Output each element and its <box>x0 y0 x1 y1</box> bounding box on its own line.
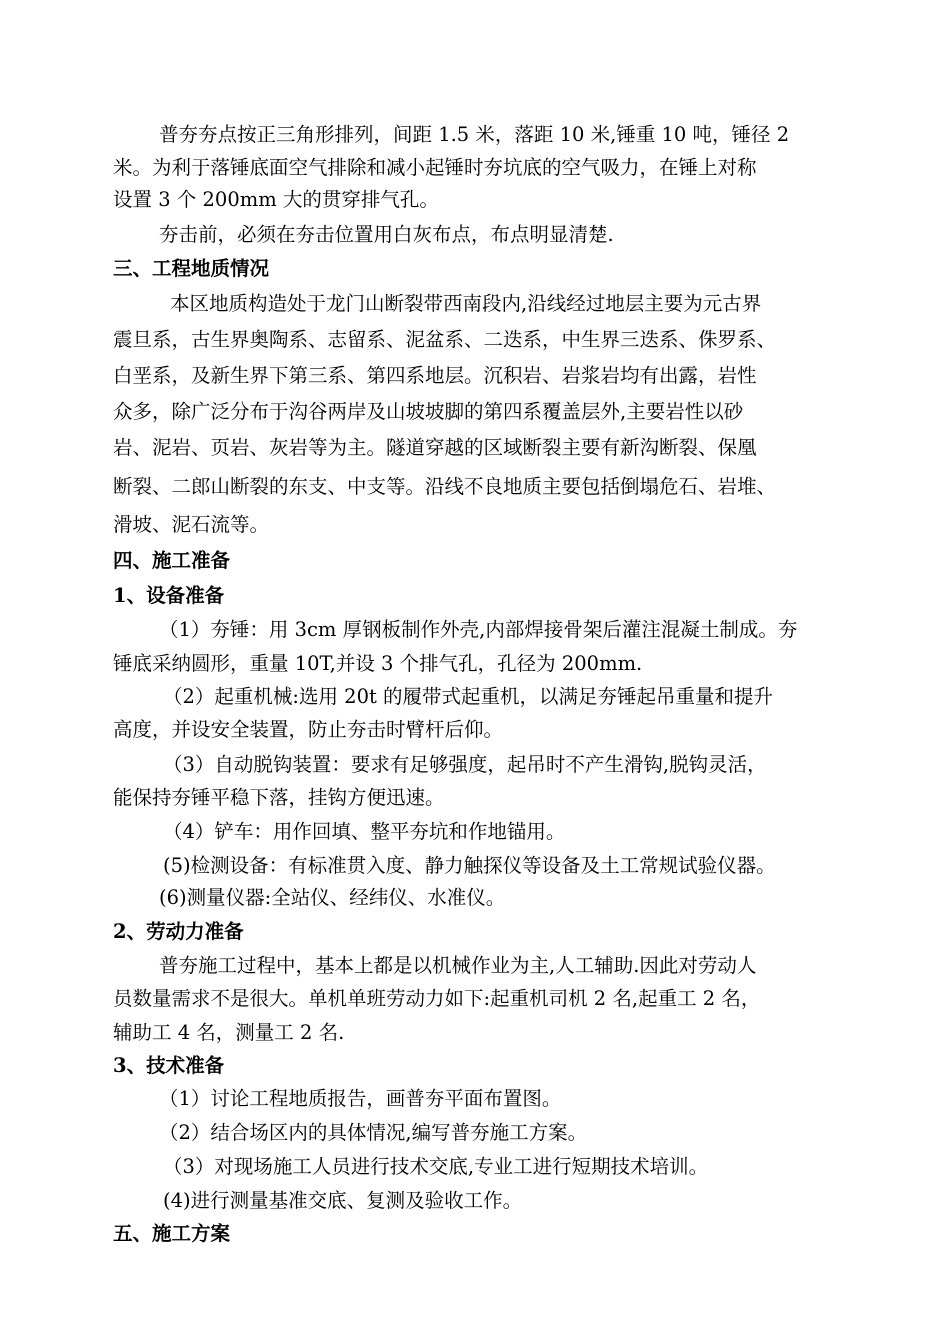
text-line: 白垩系，及新生界下第三系、第四系地层。沉积岩、岩浆岩均有出露，岩性 <box>113 364 757 387</box>
section-heading: 三、工程地质情况 <box>113 257 270 280</box>
text-line: 震旦系，古生界奥陶系、志留系、泥盆系、二迭系，中生界三迭系、侏罗系、 <box>113 328 777 351</box>
text-line: 滑坡、泥石流等。 <box>113 513 270 536</box>
subsection-heading: 1、设备准备 <box>113 584 225 607</box>
text-line: (5)检测设备：有标准贯入度、静力触探仪等设备及土工常规试验仪器。 <box>163 854 776 877</box>
text-line: （2）起重机械:选用 20t 的履带式起重机，以满足夯锤起吊重量和提升 <box>163 685 774 708</box>
text-line: （1）夯锤：用 3cm 厚钢板制作外壳,内部焊接骨架后灌注混凝土制成。夯 <box>159 618 798 641</box>
text-line: 普夯施工过程中，基本上都是以机械作业为主,人工辅助.因此对劳动人 <box>159 954 757 977</box>
text-line: 辅助工 4 名，测量工 2 名. <box>113 1021 345 1044</box>
text-line: 夯击前，必须在夯击位置用白灰布点，布点明显清楚. <box>159 223 614 246</box>
text-line: （3）对现场施工人员进行技术交底,专业工进行短期技术培训。 <box>163 1155 709 1178</box>
section-heading: 四、施工准备 <box>113 549 231 572</box>
subsection-heading: 2、劳动力准备 <box>113 920 244 943</box>
subsection-heading: 3、技术准备 <box>113 1054 225 1077</box>
text-line: 员数量需求不是很大。单机单班劳动力如下:起重机司机 2 名,起重工 2 名， <box>113 987 761 1010</box>
text-line: 能保持夯锤平稳下落，挂钩方便迅速。 <box>113 786 445 809</box>
text-line: (4)进行测量基准交底、复测及验收工作。 <box>163 1189 523 1212</box>
text-line: （2）结合场区内的具体情况,编写普夯施工方案。 <box>159 1121 588 1144</box>
text-line: (6)测量仪器:全站仪、经纬仪、水准仪。 <box>159 886 506 909</box>
section-heading: 五、施工方案 <box>113 1222 231 1245</box>
text-line: 普夯夯点按正三角形排列，间距 1.5 米，落距 10 米,锤重 10 吨，锤径 2 <box>159 123 790 146</box>
text-line: 高度，并设安全装置，防止夯击时臂杆后仰。 <box>113 718 504 741</box>
text-line: 本区地质构造处于龙门山断裂带西南段内,沿线经过地层主要为元古界 <box>170 292 762 315</box>
text-line: （4）铲车：用作回填、整平夯坑和作地锚用。 <box>163 820 566 843</box>
text-line: 锤底采纳圆形，重量 10T,并设 3 个排气孔，孔径为 200mm. <box>113 652 643 675</box>
text-line: 断裂、二郎山断裂的东支、中支等。沿线不良地质主要包括倒塌危石、岩堆、 <box>113 475 777 498</box>
text-line: 米。为利于落锤底面空气排除和减小起锤时夯坑底的空气吸力，在锤上对称 <box>113 156 757 179</box>
text-line: 岩、泥岩、页岩、灰岩等为主。隧道穿越的区域断裂主要有新沟断裂、保凰 <box>113 436 757 459</box>
text-line: 众多，除广泛分布于沟谷两岸及山坡坡脚的第四系覆盖层外,主要岩性以砂 <box>113 400 744 423</box>
text-line: 设置 3 个 200mm 大的贯穿排气孔。 <box>113 188 439 211</box>
text-line: （1）讨论工程地质报告，画普夯平面布置图。 <box>159 1087 562 1110</box>
text-line: （3）自动脱钩装置：要求有足够强度，起吊时不产生滑钩,脱钩灵活， <box>163 753 767 776</box>
